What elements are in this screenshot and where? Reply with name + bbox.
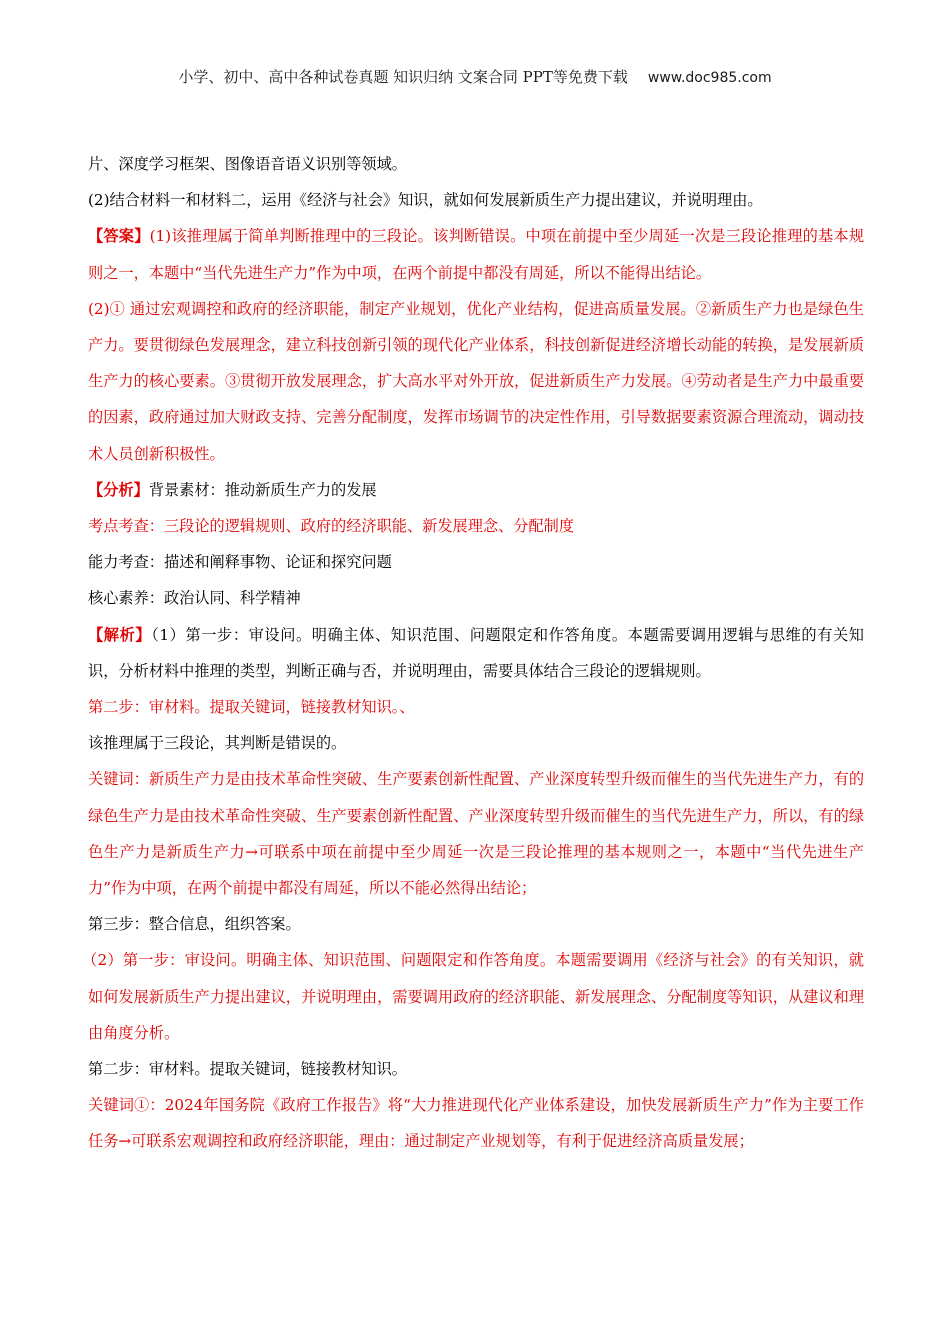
answer-tag: 【答案】 (88, 227, 150, 246)
page-header (0, 66, 950, 87)
document-body (82, 146, 865, 1160)
header-site-link[interactable]: www.doc985.com (647, 70, 772, 86)
analysis-text: 背景素材：推动新质生产力的发展 (148, 480, 377, 499)
syllogism-judgement: 该推理属于三段论，其判断是错误的。 (88, 734, 347, 753)
exam-points: 考点考查：三段论的逻辑规则、政府的经济职能、新发展理念、分配制度 (88, 517, 574, 536)
explanation-text: （1）第一步：审设问。明确主体、知识范围、问题限定和作答角度。本题需要调用逻辑与思维的有关知识，分析材料中推理的类型，判断正确与否，并说明理由，需要具体结合三段论的逻辑规则。 (88, 625, 864, 680)
answer-part-2: (2)① 通过宏观调控和政府的经济职能，制定产业规划，优化产业结构，促进高质量发展。②新质生产力也是绿色生产力。要贯彻绿色发展理念，建立科技创新引领的现代化产业体系，科技创新促进经济增长动能的转换，是发展新质生产力的核心要素。③贯彻开放发展理念，扩大高水平对外开放，促进新质生产力发展。④劳动者是生产力中最重要的因素，政府通过加大财政支持、完善分配制度，发挥市场调节的决定性作用，引导数据要素资源合理流动，调动技术人员创新积极性。 (88, 299, 864, 463)
step-2-part-1: 第二步：审材料。提取关键词，链接教材知识。、 (88, 698, 415, 717)
step-3-part-1: 第三步：整合信息，组织答案。 (88, 915, 301, 934)
ability-points: 能力考查：描述和阐释事物、论证和探究问题 (88, 553, 392, 572)
answer-paragraph (88, 218, 864, 290)
part-2-step-1: （2）第一步：审设问。明确主体、知识范围、问题限定和作答角度。本题需要调用《经济与社会》的有关知识，就如何发展新质生产力提出建议，并说明理由，需要调用政府的经济职能、新发展理念、分配制度等知识，从建议和理由角度分析。 (82, 951, 864, 1042)
answer-text: (1)该推理属于简单判断推理中的三段论。该判断错误。中项在前提中至少周延一次是三段论推理的基本规则之一，本题中“当代先进生产力”作为中项，在两个前提中都没有周延，所以不能得出结论。 (88, 227, 865, 282)
explanation-paragraph (88, 617, 864, 689)
keyword-paragraph-2: 关键词①：2024年国务院《政府工作报告》将“大力推进现代化产业体系建设，加快发展新质生产力”作为主要工作任务→可联系宏观调控和政府经济职能，理由：通过制定产业规划等，有利于促进经济高质量发展； (88, 1096, 864, 1151)
keyword-paragraph-1: 关键词：新质生产力是由技术革命性突破、生产要素创新性配置、产业深度转型升级而催生的当代先进生产力，有的绿色生产力是由技术革命性突破、生产要素创新性配置、产业深度转型升级而催生的当代先进生产力，所以，有的绿色生产力是新质生产力→可联系中项在前提中至少周延一次是三段论推理的基本规则之一，本题中“当代先进生产力”作为中项，在两个前提中都没有周延，所以不能必然得出结论； (88, 770, 864, 898)
question-2: (2)结合材料一和材料二，运用《经济与社会》知识，就如何发展新质生产力提出建议，并说明理由。 (88, 191, 763, 210)
analysis-tag: 【分析】 (88, 480, 149, 499)
part-2-step-2: 第二步：审材料。提取关键词，链接教材知识。 (88, 1060, 407, 1079)
explanation-tag: 【解析】 (88, 625, 152, 644)
header-text: 小学、初中、高中各种试卷真题 知识归纳 文案合同 PPT等免费下载 (178, 68, 628, 86)
paragraph-continuation: 片、深度学习框架、图像语音语义识别等领域。 (88, 155, 407, 173)
core-literacy: 核心素养：政治认同、科学精神 (88, 589, 301, 608)
analysis-paragraph (88, 472, 864, 508)
